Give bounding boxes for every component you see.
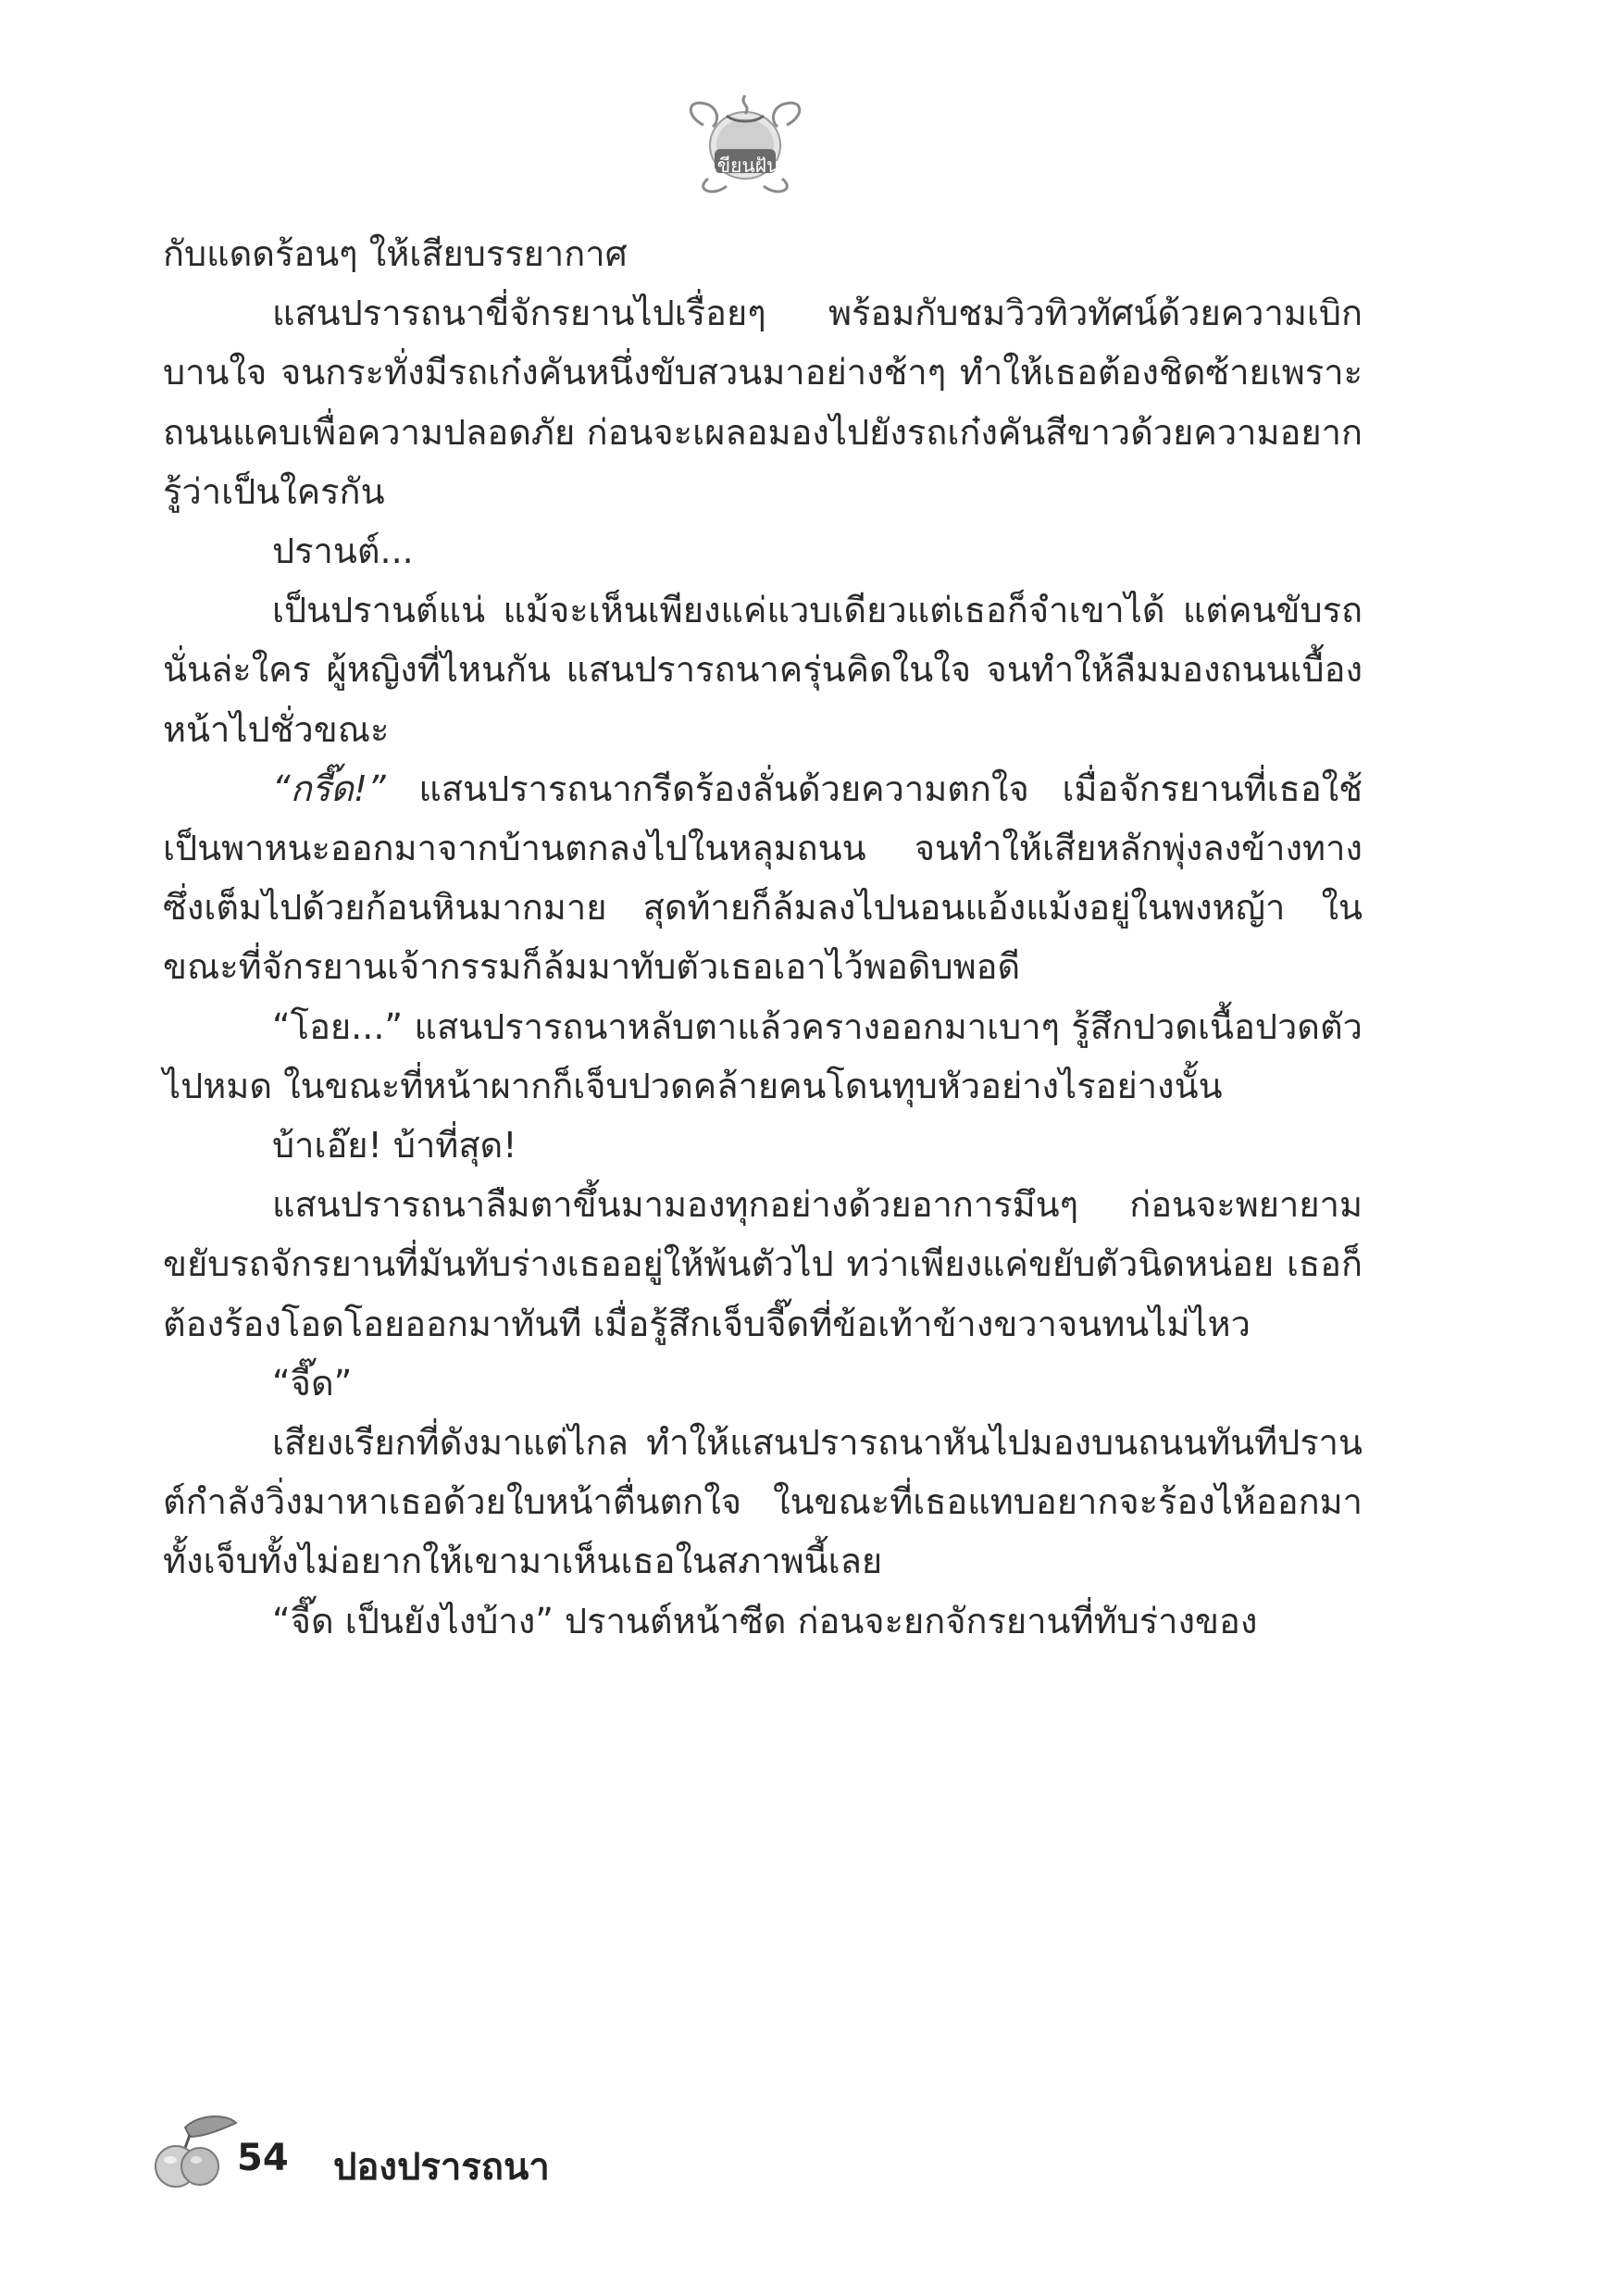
- story-text: [163, 224, 1363, 1651]
- paragraph: เป็นปรานต์แน่ แม้จะเห็นเพียงแค่แวบเดียวแต่เธอก็จำเขาได้ แต่คนขับรถนั่นล่ะใคร ผู้หญิงที่ไหนกัน แสนปรารถนาครุ่นคิดในใจ จนทำให้ลืมมองถนนเบื้องหน้าไปชั่วขณะ: [163, 590, 1363, 750]
- paragraph: แสนปรารถนาขี่จักรยานไปเรื่อยๆ พร้อมกับชมวิวทิวทัศน์ด้วยความเบิกบานใจ จนกระทั่งมีรถเก๋งคันหนึ่งขับสวนมาอย่างช้าๆ ทำให้เธอต้องชิดซ้ายเพราะถนนแคบเพื่อความปลอดภัย ก่อนจะเผลอมองไปยังรถเก๋งคันสีขาวด้วยความอยากรู้ว่าเป็นใครกัน: [163, 293, 1363, 512]
- paragraph: บ้าเอ๊ย! บ้าที่สุด!: [272, 1125, 517, 1167]
- paragraph: [163, 759, 1363, 997]
- paragraph-rest: แสนปรารถนากรีดร้องลั่นด้วยความตกใจ เมื่อจักรยานที่เธอใช้เป็นพาหนะออกมาจากบ้านตกลงไปในหลุมถนน จนทำให้เสียหลักพุ่งลงข้างทาง ซึ่งเต็มไปด้วยก้อนหินมากมาย สุดท้ายก็ล้มลงไปนอนแอ้งแม้งอยู่ในพงหญ้า ในขณะที่จักรยานเจ้ากรรมก็ล้มมาทับตัวเธอเอาไว้พอดิบพอดี: [163, 767, 1363, 988]
- paragraph: เสียงเรียกที่ดังมาแต่ไกล ทำให้แสนปรารถนาหันไปมองบนถนนทันทีปรานต์กำลังวิ่งมาหาเธอด้วยใบหน้าตื่นตกใจ ในขณะที่เธอแทบอยากจะร้องไห้ออกมา ทั้งเจ็บทั้งไม่อยากให้เขามาเห็นเธอในสภาพนี้เลย: [163, 1422, 1363, 1582]
- fruit-leaf-icon: [148, 2109, 241, 2192]
- page-footer: [148, 2109, 796, 2192]
- emblem-ornament-icon: [676, 88, 815, 199]
- page-number: 54: [237, 2137, 289, 2179]
- paragraph: ปรานต์...: [272, 530, 414, 572]
- paragraph: “จี๊ด”: [272, 1362, 353, 1404]
- book-title: ปองปรารถนา: [333, 2146, 550, 2189]
- paragraph: กับแดดร้อนๆ ให้เสียบรรยากาศ: [163, 233, 628, 274]
- scream-italic: “กรี๊ด!”: [272, 767, 386, 809]
- emblem-text: เขียนฝัน: [710, 155, 780, 177]
- header-emblem-logo: [676, 88, 815, 199]
- paragraph: “โอย...” แสนปรารถนาหลับตาแล้วครางออกมาเบาๆ รู้สึกปวดเนื้อปวดตัวไปหมด ในขณะที่หน้าผากก็เจ็บปวดคล้ายคนโดนทุบหัวอย่างไรอย่างนั้น: [163, 1005, 1363, 1106]
- paragraph: แสนปรารถนาลืมตาขึ้นมามองทุกอย่างด้วยอาการมึนๆ ก่อนจะพยายามขยับรถจักรยานที่มันทับร่างเธออยู่ให้พ้นตัวไป ทว่าเพียงแค่ขยับตัวนิดหน่อย เธอก็ต้องร้องโอดโอยออกมาทันที เมื่อรู้สึกเจ็บจี๊ดที่ข้อเท้าข้างขวาจนทนไม่ไหว: [163, 1184, 1363, 1344]
- paragraph: “จี๊ด เป็นยังไงบ้าง” ปรานต์หน้าซีด ก่อนจะยกจักรยานที่ทับร่างของ: [272, 1600, 1258, 1641]
